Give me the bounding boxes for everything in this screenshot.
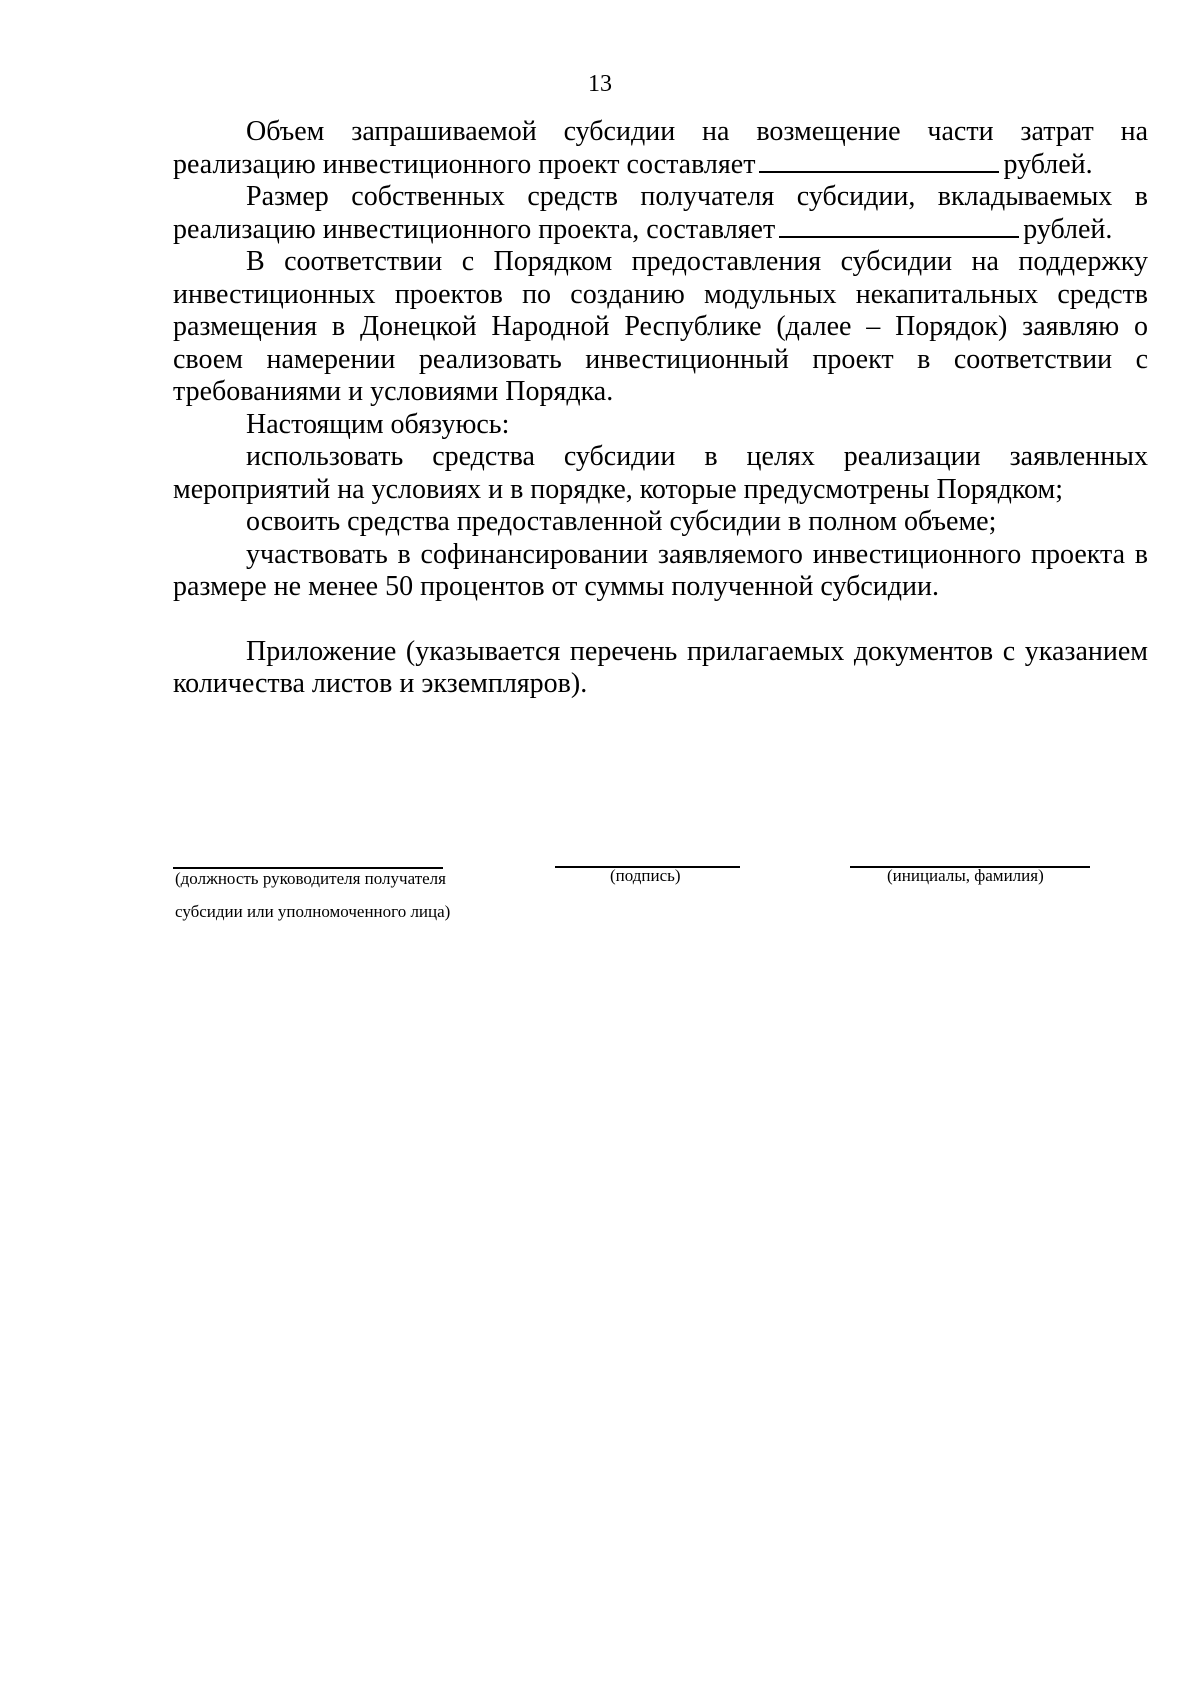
page-number: 13 [588,71,612,97]
paragraph-obligation-use: использовать средства субсидии в целях реализации заявленных мероприятий на условиях и в порядке, которые предусмотрены Порядком; [173,441,1148,505]
paragraph-obligation-cofinance: участвовать в софинансировании заявляемого инвестиционного проекта в размере не менее 50 процентов от суммы полученной субсидии. [173,538,1148,602]
position-caption-line1: (должность руководителя получателя [175,869,446,888]
paragraph-statement: В соответствии с Порядком предоставления субсидии на поддержку инвестиционных проектов по созданию модульных некапитальных средств размещения в Донецкой Народной Республике (далее – Порядок) заявляю о своем намерении реализовать инвестиционный проект в соответствии с требованиями и условиями Порядка. [173,246,1148,407]
subsidy-amount-blank [759,150,999,173]
paragraph-subsidy-amount: Объем запрашиваемой субсидии на возмещение части затрат на реализацию инвестиционного проект составляет рублей. [173,116,1148,180]
paragraph-attachment: Приложение (указывается перечень прилагаемых документов с указанием количества листов и экземпляров). [173,635,1148,699]
document-body [173,116,1148,701]
paragraph-obligation-master: освоить средства предоставленной субсидии в полном объеме; [246,506,997,537]
paragraph-obligations-intro: Настоящим обязуюсь: [246,408,510,440]
own-funds-blank [779,215,1019,238]
signature-caption: (подпись) [610,866,681,885]
name-caption: (инициалы, фамилия) [887,866,1044,885]
paragraph-own-funds: Размер собственных средств получателя субсидии, вкладываемых в реализацию инвестиционного проекта, составляет рублей. [173,181,1148,245]
position-caption-line2: субсидии или уполномоченного лица) [175,902,451,921]
